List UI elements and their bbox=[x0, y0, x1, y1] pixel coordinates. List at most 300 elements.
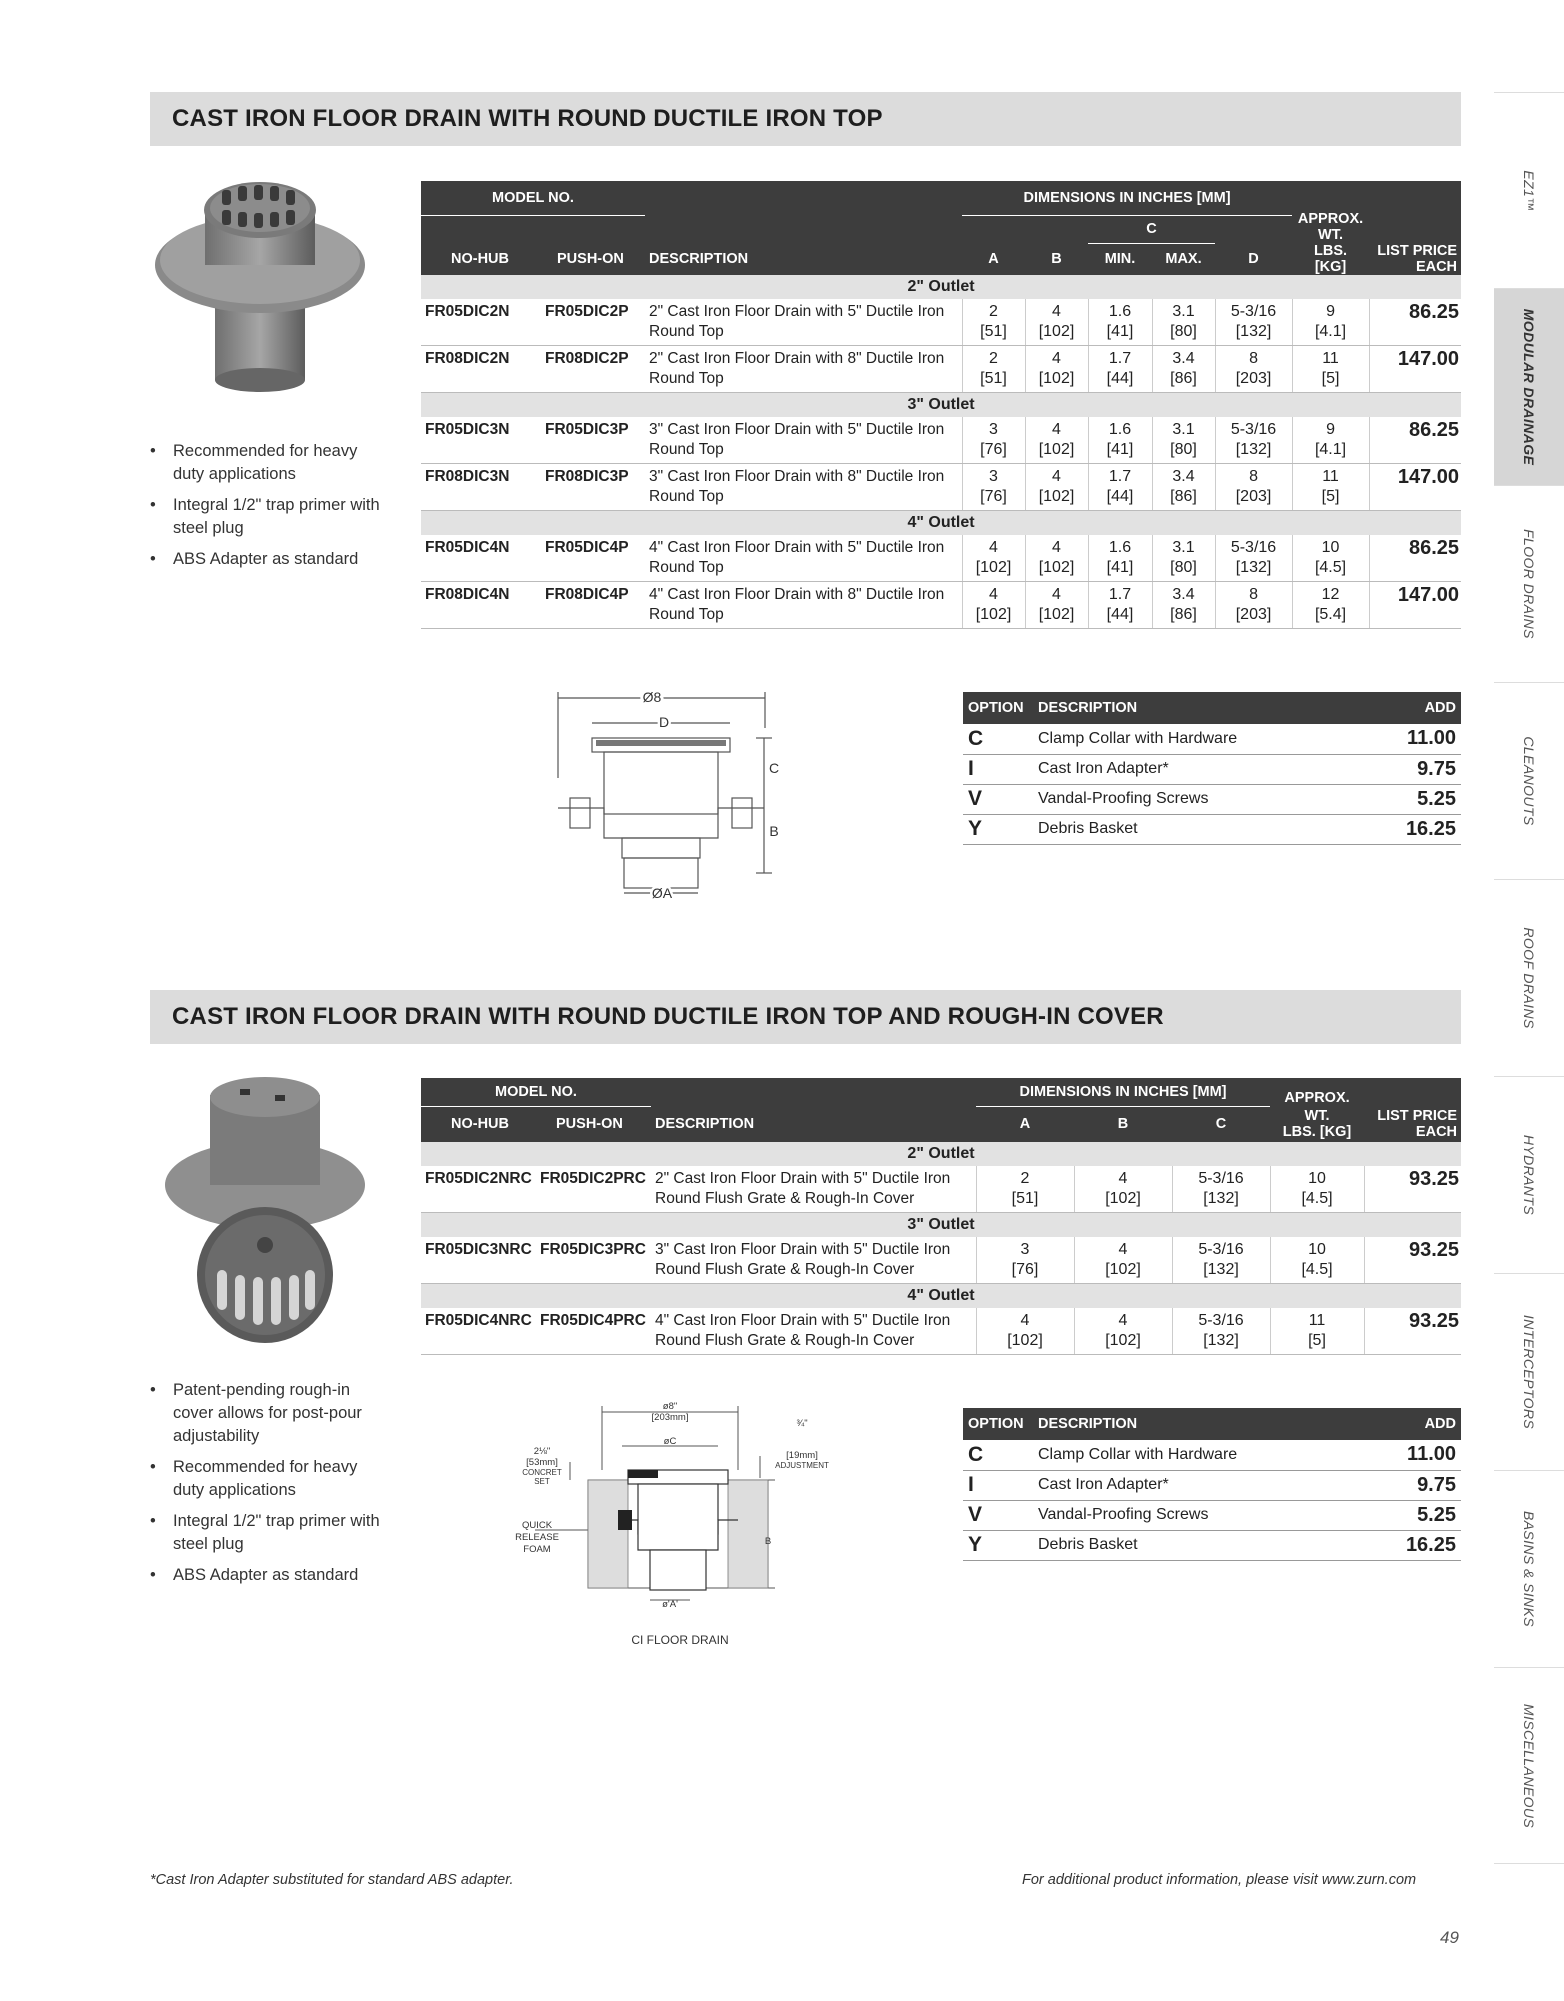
option-description: Clamp Collar with Hardware bbox=[1033, 1440, 1366, 1470]
dim-b-value: 4 bbox=[1052, 539, 1061, 556]
dim-a-mm: [51] bbox=[980, 370, 1007, 387]
dim-c-max bbox=[1152, 346, 1215, 393]
a-header: A bbox=[962, 243, 1025, 275]
model-no-header: MODEL NO. bbox=[421, 1078, 651, 1106]
weight-mm: [4.5] bbox=[1314, 559, 1347, 576]
row-description: 3" Cast Iron Floor Drain with 5" Ductile Iron Round Flush Grate & Rough-In Cover bbox=[651, 1237, 976, 1284]
dim-b-mm: [102] bbox=[1038, 370, 1075, 387]
dim-b-value: 4 bbox=[1118, 1312, 1128, 1329]
dim-d-value: 8 bbox=[1249, 586, 1258, 603]
dim-d bbox=[1215, 582, 1292, 629]
weight bbox=[1292, 464, 1369, 511]
dim-d-mm: [132] bbox=[1235, 559, 1272, 576]
row-description: 3" Cast Iron Floor Drain with 8" Ductile Iron Round Top bbox=[645, 464, 962, 511]
outlet-row bbox=[421, 1213, 1461, 1238]
push-on-model: FR08DIC2P bbox=[541, 346, 645, 393]
approx-header: APPROX. bbox=[1270, 1078, 1364, 1106]
option-description: Debris Basket bbox=[1033, 1530, 1366, 1560]
dimensions-header: DIMENSIONS IN INCHES [MM] bbox=[962, 181, 1292, 215]
option-row bbox=[963, 1470, 1461, 1500]
dim-c-min bbox=[1088, 346, 1152, 393]
option-description-header: DESCRIPTION bbox=[1033, 1408, 1366, 1440]
no-hub-model: FR08DIC3N bbox=[421, 464, 541, 511]
b-header: B bbox=[1074, 1106, 1172, 1142]
website-note: For additional product information, please visit www.zurn.com bbox=[1022, 1872, 1417, 1888]
dim-c bbox=[1172, 1237, 1270, 1284]
weight-mm: [4.1] bbox=[1314, 323, 1347, 340]
option-row bbox=[963, 1440, 1461, 1470]
weight bbox=[1270, 1308, 1364, 1355]
dim-a-value: 4 bbox=[1020, 1312, 1030, 1329]
feature-item: • Integral 1/2" trap primer with steel plug bbox=[150, 494, 390, 540]
push-on-model: FR08DIC4P bbox=[541, 582, 645, 629]
adjust-fraction-label: ¾" bbox=[796, 1418, 808, 1429]
list-price-header: LIST PRICE EACH bbox=[1364, 1106, 1461, 1142]
dim-d bbox=[1215, 464, 1292, 511]
dim-d-value: 8 bbox=[1249, 350, 1258, 367]
option-price: 9.75 bbox=[1366, 754, 1461, 784]
dim-c-min-value: 1.7 bbox=[1108, 586, 1132, 603]
release-label: RELEASE bbox=[515, 1532, 559, 1543]
option-code: C bbox=[963, 1440, 1033, 1470]
dim-a-mm: [51] bbox=[980, 323, 1007, 340]
dim-b-value: 4 bbox=[1052, 468, 1061, 485]
option-description: Cast Iron Adapter* bbox=[1033, 1470, 1366, 1500]
table-row bbox=[421, 535, 1461, 582]
dim-c-min-value: 1.6 bbox=[1108, 421, 1132, 438]
dim-c-min bbox=[1088, 464, 1152, 511]
rough-in-installation-diagram bbox=[500, 1400, 840, 1650]
dim-c-min-value: 1.6 bbox=[1108, 539, 1132, 556]
section-1-title: CAST IRON FLOOR DRAIN WITH ROUND DUCTILE IRON TOP bbox=[172, 105, 883, 132]
weight-mm: [5] bbox=[1308, 1332, 1326, 1349]
dim-c-min-value: 1.6 bbox=[1108, 303, 1132, 320]
option-code: V bbox=[963, 1500, 1033, 1530]
weight-value: 10 bbox=[1308, 1241, 1326, 1258]
dim-c-max bbox=[1152, 464, 1215, 511]
dim-c bbox=[1172, 1166, 1270, 1213]
push-on-model: FR05DIC4PRC bbox=[536, 1308, 651, 1355]
dim-a-value: 3 bbox=[1020, 1241, 1030, 1258]
dim-c-max-mm: [86] bbox=[1170, 606, 1197, 623]
outlet-label: 2" Outlet bbox=[421, 1142, 1461, 1166]
feature-item: • Recommended for heavy duty applications bbox=[150, 440, 390, 486]
c-label: C bbox=[768, 760, 780, 776]
tab-cleanouts[interactable]: CLEANOUTS bbox=[1494, 682, 1564, 879]
weight-mm: [4.1] bbox=[1314, 441, 1347, 458]
dim-b-mm: [102] bbox=[1038, 441, 1075, 458]
no-hub-model: FR08DIC2N bbox=[421, 346, 541, 393]
dim-b-mm: [102] bbox=[1105, 1332, 1141, 1349]
depth-mm-label: [53mm] bbox=[526, 1457, 558, 1468]
drain-dimension-diagram bbox=[552, 688, 792, 904]
list-price: 93.25 bbox=[1364, 1237, 1461, 1284]
option-row bbox=[963, 814, 1461, 844]
add-header: ADD bbox=[1366, 692, 1461, 724]
weight-mm: [5.4] bbox=[1314, 606, 1347, 623]
max-header: MAX. bbox=[1152, 243, 1215, 275]
dim-d bbox=[1215, 299, 1292, 346]
push-on-model: FR05DIC2P bbox=[541, 299, 645, 346]
dim-a-value: 2 bbox=[1020, 1170, 1030, 1187]
list-price: 147.00 bbox=[1369, 464, 1461, 511]
lbs-kg-header: LBS. [KG] bbox=[1292, 243, 1369, 275]
dim-c-max bbox=[1152, 582, 1215, 629]
outlet-row bbox=[421, 275, 1461, 299]
dim-b bbox=[1025, 299, 1088, 346]
dim-c-min-value: 1.7 bbox=[1108, 350, 1132, 367]
dim-b-mm: [102] bbox=[1038, 323, 1075, 340]
outlet-label: 4" Outlet bbox=[421, 1284, 1461, 1309]
dim-d bbox=[1215, 535, 1292, 582]
dim-a-value: 4 bbox=[989, 586, 998, 603]
approx-header: APPROX. WT. bbox=[1292, 181, 1369, 243]
a-header: A bbox=[976, 1106, 1074, 1142]
dim-d bbox=[1215, 346, 1292, 393]
table-row bbox=[421, 1237, 1461, 1284]
dim-c-mm: [132] bbox=[1203, 1190, 1239, 1207]
dim-a bbox=[976, 1166, 1074, 1213]
dim-b bbox=[1074, 1308, 1172, 1355]
weight bbox=[1292, 535, 1369, 582]
option-description: Cast Iron Adapter* bbox=[1033, 754, 1366, 784]
dim-c-max bbox=[1152, 299, 1215, 346]
dim-c-min-mm: [44] bbox=[1106, 488, 1134, 505]
weight bbox=[1270, 1166, 1364, 1213]
dim-c-mm: [132] bbox=[1203, 1261, 1239, 1278]
c-header: C bbox=[1088, 215, 1215, 243]
tab-ez1[interactable]: EZ1™ bbox=[1494, 92, 1564, 288]
tab-basins-sinks[interactable]: BASINS & SINKS bbox=[1494, 1470, 1564, 1667]
no-hub-model: FR05DIC3N bbox=[421, 417, 541, 464]
dim-a-value: 3 bbox=[989, 468, 998, 485]
tab-interceptors[interactable]: INTERCEPTORS bbox=[1494, 1273, 1564, 1470]
section-1-banner bbox=[150, 92, 1461, 146]
weight-value: 11 bbox=[1322, 350, 1339, 367]
list-price: 86.25 bbox=[1369, 417, 1461, 464]
dim-d-value: 5-3/16 bbox=[1230, 303, 1277, 320]
dim-a-mm: [76] bbox=[1011, 1261, 1039, 1278]
dim-c-min bbox=[1088, 417, 1152, 464]
tab-hydrants[interactable]: HYDRANTS bbox=[1494, 1076, 1564, 1273]
dim-a bbox=[962, 464, 1025, 511]
option-code: I bbox=[963, 1470, 1033, 1500]
dim-c-max-mm: [86] bbox=[1170, 370, 1197, 387]
tab-floor-drains[interactable]: FLOOR DRAINS bbox=[1494, 485, 1564, 682]
weight-mm: [4.5] bbox=[1301, 1190, 1333, 1207]
depth-fraction-label: 2⅛" bbox=[533, 1446, 551, 1457]
dim-b-mm: [102] bbox=[1105, 1261, 1141, 1278]
dim-b-value: 4 bbox=[1118, 1241, 1128, 1258]
dim-d-value: 5-3/16 bbox=[1230, 539, 1277, 556]
weight-value: 9 bbox=[1326, 303, 1335, 320]
tab-modular-drainage[interactable]: MODULAR DRAINAGE bbox=[1494, 288, 1564, 485]
dim-a-mm: [102] bbox=[975, 559, 1012, 576]
dim-b-value: 4 bbox=[1052, 586, 1061, 603]
dim-c-min-mm: [44] bbox=[1106, 370, 1134, 387]
dim-c-max bbox=[1152, 535, 1215, 582]
option-code: Y bbox=[963, 814, 1033, 844]
dim-a-value: 3 bbox=[989, 421, 998, 438]
b-header: B bbox=[1025, 243, 1088, 275]
floor-drain-photo bbox=[150, 170, 370, 395]
outlet-label: 4" Outlet bbox=[421, 511, 1461, 536]
table-row bbox=[421, 346, 1461, 393]
dim-c-min-mm: [41] bbox=[1106, 559, 1134, 576]
dim-b-mm: [102] bbox=[1105, 1190, 1141, 1207]
no-hub-model: FR05DIC3NRC bbox=[421, 1237, 536, 1284]
no-hub-model: FR05DIC4N bbox=[421, 535, 541, 582]
dim-d-mm: [132] bbox=[1235, 323, 1272, 340]
dim-c-max-mm: [86] bbox=[1170, 488, 1197, 505]
option-row bbox=[963, 784, 1461, 814]
row-description: 2" Cast Iron Floor Drain with 5" Ductile Iron Round Top bbox=[645, 299, 962, 346]
option-description: Clamp Collar with Hardware bbox=[1033, 724, 1366, 754]
outlet-label: 2" Outlet bbox=[421, 275, 1461, 299]
table-row bbox=[421, 417, 1461, 464]
feature-item: • Recommended for heavy duty applications bbox=[150, 1456, 390, 1502]
quick-label: QUICK bbox=[521, 1520, 553, 1531]
min-header: MIN. bbox=[1088, 243, 1152, 275]
d-header: D bbox=[1215, 243, 1292, 275]
section-1-spec-table bbox=[421, 181, 1461, 629]
set-label: SET bbox=[534, 1477, 550, 1486]
adjust-mm-label: [19mm] bbox=[786, 1450, 818, 1461]
category-side-tabs bbox=[1494, 0, 1564, 2001]
option-price: 16.25 bbox=[1366, 1530, 1461, 1560]
dim-b-value: 4 bbox=[1052, 303, 1061, 320]
no-hub-model: FR08DIC4N bbox=[421, 582, 541, 629]
option-code: V bbox=[963, 784, 1033, 814]
row-description: 4" Cast Iron Floor Drain with 5" Ductile Iron Round Top bbox=[645, 535, 962, 582]
push-on-model: FR08DIC3P bbox=[541, 464, 645, 511]
list-price: 86.25 bbox=[1369, 535, 1461, 582]
d-label: D bbox=[658, 714, 670, 730]
section-1-features bbox=[150, 440, 390, 579]
row-description: 2" Cast Iron Floor Drain with 5" Ductile Iron Round Flush Grate & Rough-In Cover bbox=[651, 1166, 976, 1213]
list-price: 86.25 bbox=[1369, 299, 1461, 346]
weight-mm: [5] bbox=[1321, 488, 1340, 505]
option-row bbox=[963, 754, 1461, 784]
b-label: B bbox=[769, 823, 779, 839]
dim-d-value: 5-3/16 bbox=[1230, 421, 1277, 438]
dim-b-value: 4 bbox=[1118, 1170, 1128, 1187]
dim-b bbox=[1025, 464, 1088, 511]
option-header: OPTION bbox=[963, 692, 1033, 724]
no-hub-model: FR05DIC2N bbox=[421, 299, 541, 346]
option-price: 16.25 bbox=[1366, 814, 1461, 844]
tab-roof-drains[interactable]: ROOF DRAINS bbox=[1494, 879, 1564, 1076]
dim-a-mm: [51] bbox=[1011, 1190, 1039, 1207]
dim-c-max-mm: [80] bbox=[1170, 441, 1197, 458]
dim-b-mm: [102] bbox=[1038, 606, 1075, 623]
dim-c-max-value: 3.1 bbox=[1172, 421, 1195, 438]
option-code: C bbox=[963, 724, 1033, 754]
table-row bbox=[421, 582, 1461, 629]
description-header: DESCRIPTION bbox=[645, 243, 962, 275]
outlet-label: 3" Outlet bbox=[421, 1213, 1461, 1238]
dim-a-mm: [76] bbox=[980, 441, 1007, 458]
dim-a-mm: [102] bbox=[975, 606, 1012, 623]
dim-d-mm: [132] bbox=[1235, 441, 1272, 458]
dim-c-max-value: 3.4 bbox=[1172, 468, 1195, 485]
dim-c-max-value: 3.4 bbox=[1172, 350, 1195, 367]
dim-c-min-value: 1.7 bbox=[1108, 468, 1132, 485]
list-price: 93.25 bbox=[1364, 1308, 1461, 1355]
dim-b-value: 4 bbox=[1052, 421, 1061, 438]
option-description-header: DESCRIPTION bbox=[1033, 692, 1366, 724]
weight-value: 12 bbox=[1321, 586, 1340, 603]
table-row bbox=[421, 1308, 1461, 1355]
dim-a bbox=[962, 299, 1025, 346]
option-code: Y bbox=[963, 1530, 1033, 1560]
option-price: 11.00 bbox=[1366, 1440, 1461, 1470]
dim-b bbox=[1025, 582, 1088, 629]
dim-b-value: 4 bbox=[1052, 350, 1061, 367]
list-price-header: LIST PRICE EACH bbox=[1369, 243, 1461, 275]
dim-a-value: 4 bbox=[989, 539, 998, 556]
push-on-model: FR05DIC4P bbox=[541, 535, 645, 582]
row-description: 4" Cast Iron Floor Drain with 8" Ductile Iron Round Top bbox=[645, 582, 962, 629]
feature-item: • Patent-pending rough-in cover allows for post-pour adjustability bbox=[150, 1379, 390, 1448]
dim-b-mm: [102] bbox=[1038, 488, 1075, 505]
concrete-label: CONCRET bbox=[522, 1468, 562, 1477]
weight bbox=[1292, 299, 1369, 346]
weight bbox=[1292, 417, 1369, 464]
dim-b bbox=[1025, 535, 1088, 582]
foam-label: FOAM bbox=[523, 1544, 551, 1555]
dim-a bbox=[976, 1308, 1074, 1355]
tab-miscellaneous[interactable]: MISCELLANEOUS bbox=[1494, 1667, 1564, 1864]
option-description: Vandal-Proofing Screws bbox=[1033, 784, 1366, 814]
dia8-mm-label: [203mm] bbox=[651, 1412, 689, 1423]
section-2-spec-table bbox=[421, 1078, 1461, 1355]
section-1-options-table bbox=[963, 692, 1461, 845]
dim-b bbox=[1074, 1237, 1172, 1284]
add-header: ADD bbox=[1366, 1408, 1461, 1440]
dim-b-mm: [102] bbox=[1038, 559, 1075, 576]
dim-a-mm: [76] bbox=[980, 488, 1007, 505]
outlet-row bbox=[421, 393, 1461, 418]
push-on-model: FR05DIC3P bbox=[541, 417, 645, 464]
dim-c-value: 5-3/16 bbox=[1198, 1170, 1244, 1187]
dim-a bbox=[962, 417, 1025, 464]
weight bbox=[1292, 346, 1369, 393]
list-price: 147.00 bbox=[1369, 346, 1461, 393]
wt-header: WT. LBS. [KG] bbox=[1270, 1106, 1364, 1142]
page-number: 49 bbox=[1440, 1928, 1459, 1947]
section-2-options-table bbox=[963, 1408, 1461, 1561]
dim-c-min-mm: [41] bbox=[1106, 323, 1134, 340]
push-on-model: FR05DIC2PRC bbox=[536, 1166, 651, 1213]
dia8-label: Ø8 bbox=[642, 689, 662, 705]
push-on-model: FR05DIC3PRC bbox=[536, 1237, 651, 1284]
diagram-caption: CI FLOOR DRAIN bbox=[631, 1633, 729, 1647]
footnote: *Cast Iron Adapter substituted for standard ABS adapter. bbox=[150, 1872, 514, 1888]
no-hub-model: FR05DIC2NRC bbox=[421, 1166, 536, 1213]
option-row bbox=[963, 1500, 1461, 1530]
dim-c-max-value: 3.4 bbox=[1172, 586, 1195, 603]
section-2-banner bbox=[150, 990, 1461, 1044]
no-hub-model: FR05DIC4NRC bbox=[421, 1308, 536, 1355]
dimensions-header: DIMENSIONS IN INCHES [MM] bbox=[976, 1078, 1270, 1106]
weight-value: 11 bbox=[1322, 468, 1339, 485]
c-header: C bbox=[1172, 1106, 1270, 1142]
option-description: Debris Basket bbox=[1033, 814, 1366, 844]
weight-value: 10 bbox=[1321, 539, 1340, 556]
dia-c-label: øC bbox=[663, 1436, 677, 1447]
dim-b bbox=[1074, 1166, 1172, 1213]
dim-a-mm: [102] bbox=[1007, 1332, 1043, 1349]
row-description: 4" Cast Iron Floor Drain with 5" Ductile Iron Round Flush Grate & Rough-In Cover bbox=[651, 1308, 976, 1355]
dim-a bbox=[962, 535, 1025, 582]
weight-value: 10 bbox=[1308, 1170, 1326, 1187]
option-price: 11.00 bbox=[1366, 724, 1461, 754]
no-hub-header: NO-HUB bbox=[421, 243, 541, 275]
dim-d-value: 8 bbox=[1249, 468, 1258, 485]
rough-in-drain-photo bbox=[155, 1075, 375, 1355]
option-price: 9.75 bbox=[1366, 1470, 1461, 1500]
dim-c-value: 5-3/16 bbox=[1198, 1241, 1244, 1258]
feature-item: • ABS Adapter as standard bbox=[150, 1564, 390, 1587]
dim-c-value: 5-3/16 bbox=[1198, 1312, 1244, 1329]
description-header: DESCRIPTION bbox=[651, 1106, 976, 1142]
dim-a bbox=[962, 346, 1025, 393]
section-2-title: CAST IRON FLOOR DRAIN WITH ROUND DUCTILE IRON TOP AND ROUGH-IN COVER bbox=[172, 1003, 1164, 1030]
dim-c bbox=[1172, 1308, 1270, 1355]
dim-c-min bbox=[1088, 582, 1152, 629]
feature-item: • ABS Adapter as standard bbox=[150, 548, 390, 571]
model-no-header: MODEL NO. bbox=[421, 181, 645, 215]
adjustment-label: ADJUSTMENT bbox=[775, 1461, 829, 1470]
dia8-label: ø8" bbox=[662, 1401, 678, 1412]
dim-b bbox=[1025, 417, 1088, 464]
dim-d bbox=[1215, 417, 1292, 464]
weight-value: 11 bbox=[1308, 1312, 1326, 1329]
dim-c-min bbox=[1088, 299, 1152, 346]
dim-d-mm: [203] bbox=[1235, 370, 1272, 387]
section-2-features bbox=[150, 1379, 390, 1595]
row-description: 3" Cast Iron Floor Drain with 5" Ductile Iron Round Top bbox=[645, 417, 962, 464]
weight-mm: [5] bbox=[1321, 370, 1340, 387]
weight bbox=[1270, 1237, 1364, 1284]
dim-b bbox=[1025, 346, 1088, 393]
dim-d-mm: [203] bbox=[1235, 606, 1272, 623]
dim-c-max-value: 3.1 bbox=[1172, 539, 1195, 556]
push-on-header: PUSH-ON bbox=[541, 243, 645, 275]
list-price: 147.00 bbox=[1369, 582, 1461, 629]
list-price: 93.25 bbox=[1364, 1166, 1461, 1213]
table-row bbox=[421, 299, 1461, 346]
weight bbox=[1292, 582, 1369, 629]
option-header: OPTION bbox=[963, 1408, 1033, 1440]
dim-c-max-mm: [80] bbox=[1170, 559, 1197, 576]
dim-c-max-mm: [80] bbox=[1170, 323, 1197, 340]
outlet-row bbox=[421, 1284, 1461, 1309]
feature-item: • Integral 1/2" trap primer with steel plug bbox=[150, 1510, 390, 1556]
dim-c-min-mm: [44] bbox=[1106, 606, 1134, 623]
option-row bbox=[963, 1530, 1461, 1560]
dim-c-min bbox=[1088, 535, 1152, 582]
dia-a-label: ø'A' bbox=[662, 1599, 678, 1610]
dia-a-label: ØA bbox=[651, 885, 673, 901]
dim-c-min-mm: [41] bbox=[1106, 441, 1134, 458]
weight-value: 9 bbox=[1326, 421, 1335, 438]
dim-a bbox=[976, 1237, 1074, 1284]
dim-c-mm: [132] bbox=[1203, 1332, 1239, 1349]
option-price: 5.25 bbox=[1366, 784, 1461, 814]
weight-mm: [4.5] bbox=[1301, 1261, 1333, 1278]
